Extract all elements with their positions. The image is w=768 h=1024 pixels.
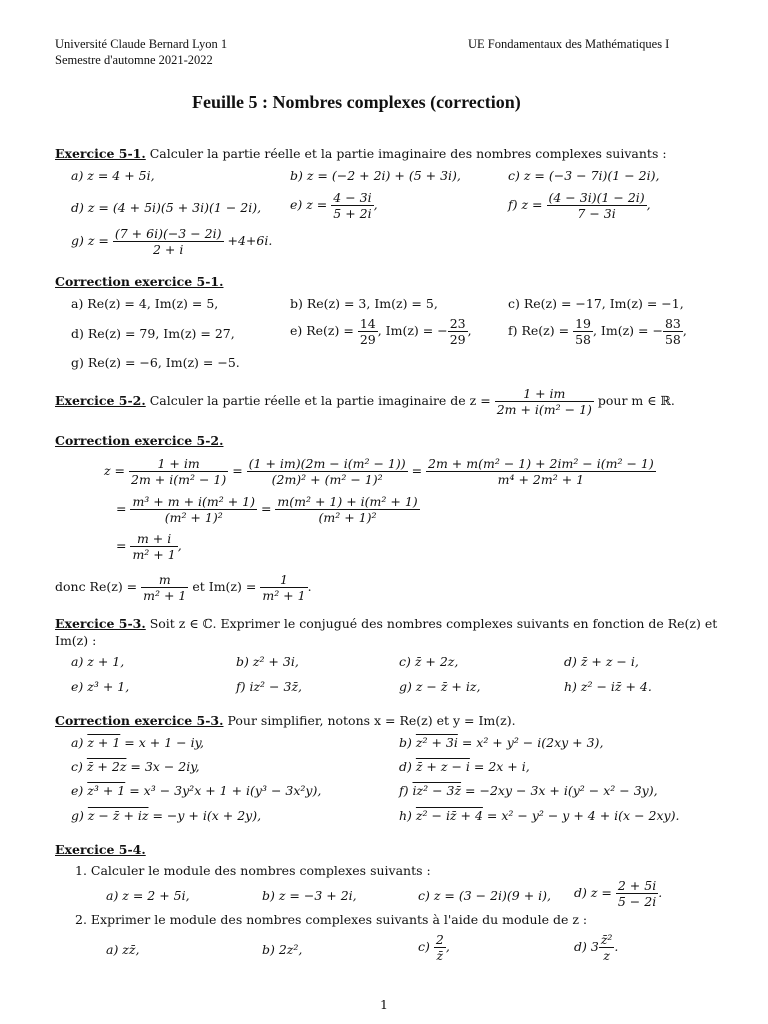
- fraction: [495, 386, 594, 417]
- conclusion-text: et Im(z) =: [192, 579, 257, 594]
- item-result: = x³ − 3y²x + 1 + i(y³ − 3x²y),: [129, 783, 322, 798]
- ex4-q2-c: c) $\frac{2}{z̄}$ ,: [418, 932, 450, 963]
- item-prefix: d): [399, 759, 412, 774]
- correction-5-1-heading: Correction exercice 5-1.: [55, 274, 224, 289]
- correction-5-2-heading: Correction exercice 5-2.: [55, 433, 224, 448]
- denominator: (m² + 1)²: [318, 510, 377, 525]
- conjugate-expr: z² + 3i: [415, 735, 458, 750]
- exercise-5-1-heading: [55, 146, 667, 161]
- denominator: 7 − 3i: [577, 206, 616, 221]
- ex4-q2-a: a) zz̄,: [106, 942, 140, 957]
- item-mid: , Im(z) = −: [377, 323, 448, 338]
- cor3-item-d: [399, 759, 530, 774]
- exercise-text: Soit z ∈ ℂ. Exprimer le conjugué des nombres complexes suivants en fonction de Re(z) et: [149, 616, 718, 631]
- item-result: = x² + y² − i(2xy + 3),: [461, 735, 604, 750]
- fraction: [599, 932, 615, 963]
- cor3-item-b: [399, 735, 603, 750]
- conjugate-expr: z² − iz̄ + 4: [415, 808, 483, 823]
- fraction: [448, 316, 468, 347]
- semester: Semestre d'automne 2021-2022: [55, 53, 213, 67]
- numerator: m + i: [130, 531, 177, 547]
- ex4-question-2: 2. Exprimer le module des nombres complexes suivants à l'aide du module de z :: [75, 912, 588, 927]
- item-prefix: e): [71, 783, 84, 798]
- denominator: 29: [449, 332, 466, 347]
- denominator: 5 − 2i: [617, 894, 657, 909]
- denominator: z: [603, 948, 610, 963]
- correction-5-3-heading: [55, 713, 516, 728]
- ex4-q1-d: d) z = $\frac{2 + 5i}{5 - 2i}$ .: [574, 878, 663, 909]
- denominator: 2m + i(m² − 1): [131, 472, 227, 487]
- conclusion-text: donc Re(z) =: [55, 579, 138, 594]
- item-prefix: f) z =: [508, 197, 543, 212]
- exercise-5-3-heading: [55, 616, 717, 631]
- conjugate-expr: z + 1: [87, 735, 121, 750]
- item-tail: +4+6i.: [227, 233, 273, 248]
- denominator: m² + 1: [132, 547, 176, 562]
- cor1-d: d) Re(z) = 79, Im(z) = 27,: [71, 326, 235, 341]
- denominator: (2m)² + (m² − 1)²: [271, 472, 383, 487]
- item-result: = x + 1 − iy,: [124, 735, 204, 750]
- item-prefix: b): [399, 735, 412, 750]
- fraction: [434, 932, 446, 963]
- cor2-line-2: = $\frac{\text{m³ + m + i(m² + 1)}}{\text{(m² + 1)²}}$ = $\frac{\text{m(m² + 1) + i(m² + 1)}}{\text{(m² + 1)²}}$: [116, 494, 418, 525]
- fraction: [130, 494, 257, 525]
- numerator: 14: [359, 316, 376, 331]
- conjugate-expr: z̄ + z − i: [415, 759, 470, 774]
- denominator: m² + 1: [262, 588, 306, 603]
- fraction: [260, 572, 307, 603]
- fraction: [247, 456, 408, 487]
- cor1-c: c) Re(z) = −17, Im(z) = −1,: [508, 296, 684, 311]
- numerator: (1 + im)(2m − i(m² − 1)): [248, 456, 406, 471]
- cor3-item-f: [399, 783, 658, 798]
- exercise-label: Exercice 5-1.: [55, 146, 146, 161]
- item-prefix: c): [418, 939, 430, 954]
- ex4-q2-b: b) 2z²,: [262, 942, 303, 957]
- ex4-question-1: 1. Calculer le module des nombres complexes suivants :: [75, 863, 431, 878]
- ex1-item-f: f) z = $\frac{(4 - 3i)(1 - 2i)}{7 - 3i}$ ,: [508, 190, 651, 221]
- denominator: 58: [664, 332, 681, 347]
- ex3-item-f: f) iz² − 3z̄,: [236, 679, 303, 694]
- ex3-item-e: e) z³ + 1,: [71, 679, 130, 694]
- fraction: [129, 456, 228, 487]
- cor3-item-g: [71, 808, 261, 823]
- conjugate-expr: z̄ + 2z: [86, 759, 127, 774]
- numerator: z̄²: [600, 932, 613, 947]
- numerator: 2m + m(m² − 1) + 2im² − i(m² − 1): [428, 456, 654, 471]
- item-prefix: g) z =: [71, 233, 109, 248]
- fraction: [331, 190, 373, 221]
- numerator: m: [141, 572, 188, 588]
- cor1-b: b) Re(z) = 3, Im(z) = 5,: [290, 296, 438, 311]
- fraction: [275, 494, 419, 525]
- ex3-item-c: c) z̄ + 2z,: [399, 654, 459, 669]
- item-prefix: e) z =: [290, 197, 328, 212]
- fraction: [426, 456, 656, 487]
- numerator: 23: [449, 316, 466, 331]
- ex3-item-a: a) z + 1,: [71, 654, 125, 669]
- numerator: m(m² + 1) + i(m² + 1): [277, 494, 418, 509]
- conjugate-expr: z³ + 1: [87, 783, 126, 798]
- ex4-q2-d: d) 3 $\frac{\text{z̄²}}{z}$ .: [574, 932, 619, 963]
- fraction: [130, 531, 177, 562]
- cor2-line-3: = $\frac{m + i}{\text{m² + 1}}$ ,: [116, 531, 182, 562]
- fraction: [616, 878, 658, 909]
- item-result: = 2x + i,: [473, 759, 530, 774]
- ex1-item-b: b) z = (−2 + 2i) + (5 + 3i),: [290, 168, 461, 183]
- cor3-item-h: [399, 808, 679, 823]
- page-title: Feuille 5 : Nombres complexes (correction): [192, 92, 521, 112]
- correction-label: Correction exercice 5-3.: [55, 713, 224, 728]
- exercise-tail: pour m ∈ ℝ.: [597, 393, 675, 408]
- item-prefix: c): [71, 759, 83, 774]
- ex1-item-a: a) z = 4 + 5i,: [71, 168, 155, 183]
- item-prefix: f): [399, 783, 409, 798]
- numerator: 2: [435, 932, 444, 947]
- exercise-5-4-heading: Exercice 5-4.: [55, 842, 146, 857]
- item-result: = −y + i(x + 2y),: [152, 808, 262, 823]
- numerator: 1: [260, 572, 307, 588]
- cor2-line-1: z = $\frac{1 + im}{\text{2m + i(m² − 1)}}$ = $\frac{\text{(1 + im)(2m − i(m² − 1))}}{\text{(2m)² + (m² − 1)²}}$ = $\frac{\text{2m + m(m² − 1) + 2im² − i(m² − 1)}}{\text{m⁴ + 2m² + 1}}$: [104, 456, 654, 487]
- item-result: = 3x − 2iy,: [130, 759, 200, 774]
- fraction: [358, 316, 378, 347]
- denominator: 2m + i(m² − 1): [496, 402, 592, 417]
- denominator: 29: [359, 332, 376, 347]
- exercise-text-cont: Im(z) :: [55, 633, 97, 648]
- item-result: = −2xy − 3x + i(y² − x² − 3y),: [465, 783, 658, 798]
- numerator: 83: [664, 316, 681, 331]
- numerator: m³ + m + i(m² + 1): [132, 494, 255, 509]
- numerator: (4 − 3i)(1 − 2i): [548, 190, 645, 205]
- ex4-q1-c: c) z = (3 − 2i)(9 + i),: [418, 888, 552, 903]
- ex3-item-g: g) z − z̄ + iz,: [399, 679, 481, 694]
- item-prefix: d) z =: [574, 885, 612, 900]
- exercise-text: Calculer la partie réelle et la partie imaginaire des nombres complexes suivants :: [149, 146, 667, 161]
- ex1-item-g: [71, 226, 272, 257]
- denominator: (m² + 1)²: [164, 510, 223, 525]
- conjugate-expr: iz² − 3z̄: [412, 783, 462, 798]
- ex4-q1-b: b) z = −3 + 2i,: [262, 888, 357, 903]
- denominator: 58: [575, 332, 591, 347]
- numerator: 19: [575, 316, 591, 331]
- exercise-label: Exercice 5-2.: [55, 393, 146, 408]
- exercise-text: Calculer la partie réelle et la partie imaginaire de z =: [149, 393, 491, 408]
- cor1-a: a) Re(z) = 4, Im(z) = 5,: [71, 296, 219, 311]
- cor1-f: f) Re(z) = $\frac{19}{58}$ , Im(z) = − $\frac{83}{58}$ ,: [508, 316, 687, 347]
- page-number: 1: [380, 997, 388, 1012]
- ex3-item-d: d) z̄ + z − i,: [564, 654, 639, 669]
- numerator: 2 + 5i: [617, 878, 657, 893]
- numerator: 1 + im: [129, 456, 228, 472]
- item-mid: , Im(z) = −: [592, 323, 663, 338]
- item-prefix: g): [71, 808, 84, 823]
- ex1-item-d: d) z = (4 + 5i)(5 + 3i)(1 − 2i),: [71, 200, 262, 215]
- item-prefix: e) Re(z) =: [290, 323, 354, 338]
- fraction: [573, 316, 593, 347]
- item-result: = x² − y² − y + 4 + i(x − 2xy).: [486, 808, 680, 823]
- fraction: [113, 226, 224, 257]
- denominator: 5 + 2i: [333, 206, 372, 221]
- correction-text: Pour simplifier, notons x = Re(z) et y = Im(z).: [227, 713, 516, 728]
- fraction: [547, 190, 647, 221]
- university-name: Université Claude Bernard Lyon 1: [55, 37, 228, 51]
- item-prefix: a): [71, 735, 84, 750]
- cor1-g: g) Re(z) = −6, Im(z) = −5.: [71, 355, 240, 370]
- numerator: 1 + im: [495, 386, 594, 402]
- cor1-e: e) Re(z) = $\frac{14}{29}$ , Im(z) = − $\frac{23}{29}$ ,: [290, 316, 472, 347]
- numerator: 4 − 3i: [333, 190, 372, 205]
- exercise-label: Exercice 5-3.: [55, 616, 146, 631]
- ex1-item-c: c) z = (−3 − 7i)(1 − 2i),: [508, 168, 660, 183]
- cor3-item-a: [71, 735, 204, 750]
- ex3-item-b: b) z² + 3i,: [236, 654, 299, 669]
- cor3-item-c: [71, 759, 200, 774]
- ex4-q1-a: a) z = 2 + 5i,: [106, 888, 190, 903]
- item-prefix: d) 3: [574, 939, 599, 954]
- denominator: m² + 1: [143, 588, 187, 603]
- exercise-5-2-heading: [55, 386, 675, 417]
- item-prefix: f) Re(z) =: [508, 323, 570, 338]
- conjugate-expr: z − z̄ + iz: [87, 808, 149, 823]
- fraction: [141, 572, 188, 603]
- item-prefix: h): [399, 808, 412, 823]
- denominator: 2 + i: [153, 242, 184, 257]
- cor2-conclusion: donc Re(z) = $\frac{m}{\text{m² + 1}}$ et Im(z) = $\frac{1}{\text{m² + 1}}$ .: [55, 572, 312, 603]
- course-name: UE Fondamentaux des Mathématiques I: [468, 37, 670, 51]
- denominator: m⁴ + 2m² + 1: [497, 472, 585, 487]
- numerator: (7 + 6i)(−3 − 2i): [114, 226, 222, 241]
- denominator: z̄: [436, 948, 444, 963]
- cor3-item-e: [71, 783, 321, 798]
- fraction: [663, 316, 683, 347]
- ex3-item-h: h) z² − iz̄ + 4.: [564, 679, 652, 694]
- ex1-item-e: e) z = $\frac{4 - 3i}{5 + 2i}$ ,: [290, 190, 378, 221]
